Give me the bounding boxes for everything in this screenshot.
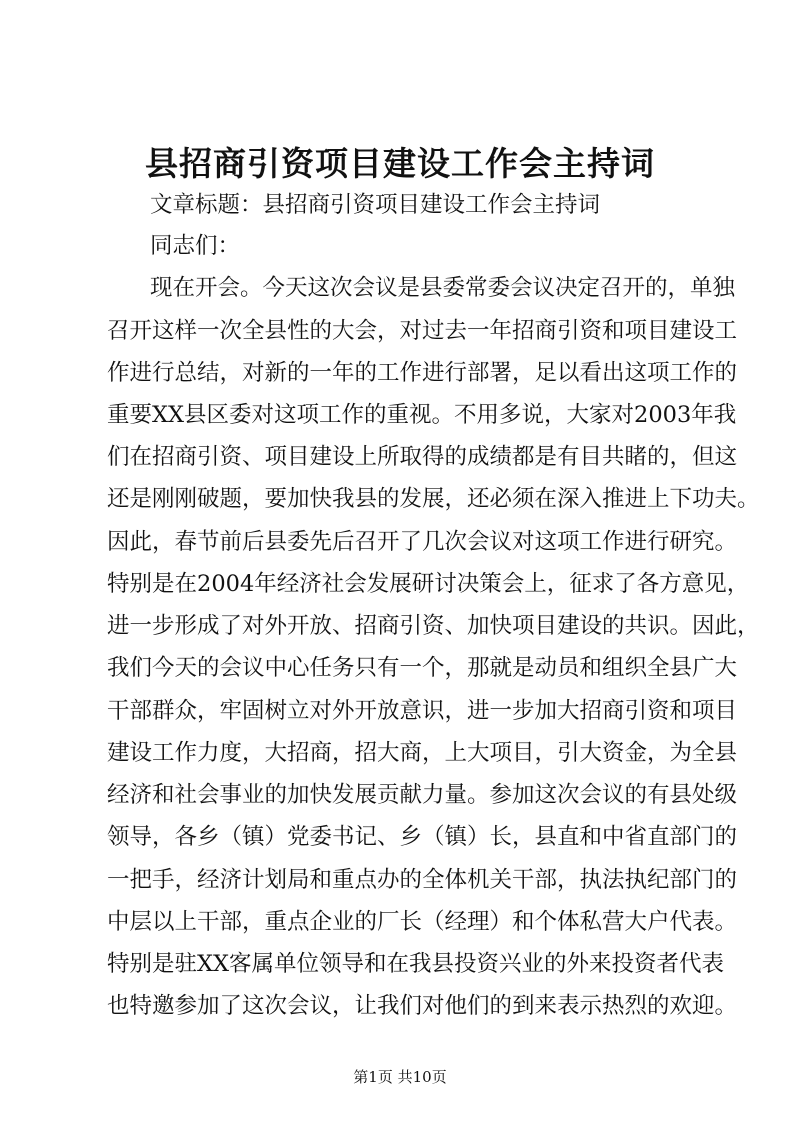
body-line: 特别是在2004年经济社会发展研讨决策会上，征求了各方意见，	[107, 571, 750, 597]
salutation: 同志们：	[150, 233, 241, 259]
body-line: 召开这样一次全县性的大会，对过去一年招商引资和项目建设工	[107, 318, 738, 344]
body-line: 特别是驻XX客属单位领导和在我县投资兴业的外来投资者代表	[107, 951, 725, 977]
body-line: 一把手，经济计划局和重点办的全体机关干部，执法执纪部门的	[107, 867, 738, 893]
page-indicator: 第1页 共10页	[353, 1068, 447, 1086]
body-line: 作进行总结，对新的一年的工作进行部署，足以看出这项工作的	[107, 360, 738, 386]
heading-line: 文章标题：县招商引资项目建设工作会主持词	[150, 192, 601, 218]
body-line: 进一步形成了对外开放、招商引资、加快项目建设的共识。因此，	[107, 613, 760, 639]
body-line: 建设工作力度，大招商，招大商，上大项目，引大资金，为全县	[107, 740, 738, 766]
body-line: 因此，春节前后县委先后召开了几次会议对这项工作进行研究。	[107, 529, 738, 555]
body-line: 干部群众，牢固树立对外开放意识，进一步加大招商引资和项目	[107, 698, 738, 724]
body-line: 们在招商引资、项目建设上所取得的成绩都是有目共睹的，但这	[107, 444, 738, 470]
body-line: 还是刚刚破题，要加快我县的发展，还必须在深入推进上下功夫。	[107, 486, 760, 512]
body-line: 也特邀参加了这次会议，让我们对他们的到来表示热烈的欢迎。	[107, 993, 738, 1019]
body-line: 中层以上干部，重点企业的厂长（经理）和个体私营大户代表。	[107, 909, 738, 935]
body-line: 我们今天的会议中心任务只有一个，那就是动员和组织全县广大	[107, 655, 738, 681]
body-line: 领导，各乡（镇）党委书记、乡（镇）长，县直和中省直部门的	[107, 824, 738, 850]
document-title: 县招商引资项目建设工作会主持词	[145, 144, 655, 183]
body-line: 重要XX县区委对这项工作的重视。不用多说，大家对2003年我	[107, 402, 737, 428]
body-line: 现在开会。今天这次会议是县委常委会议决定召开的，单独	[150, 275, 736, 301]
body-line: 经济和社会事业的加快发展贡献力量。参加这次会议的有县处级	[107, 782, 738, 808]
